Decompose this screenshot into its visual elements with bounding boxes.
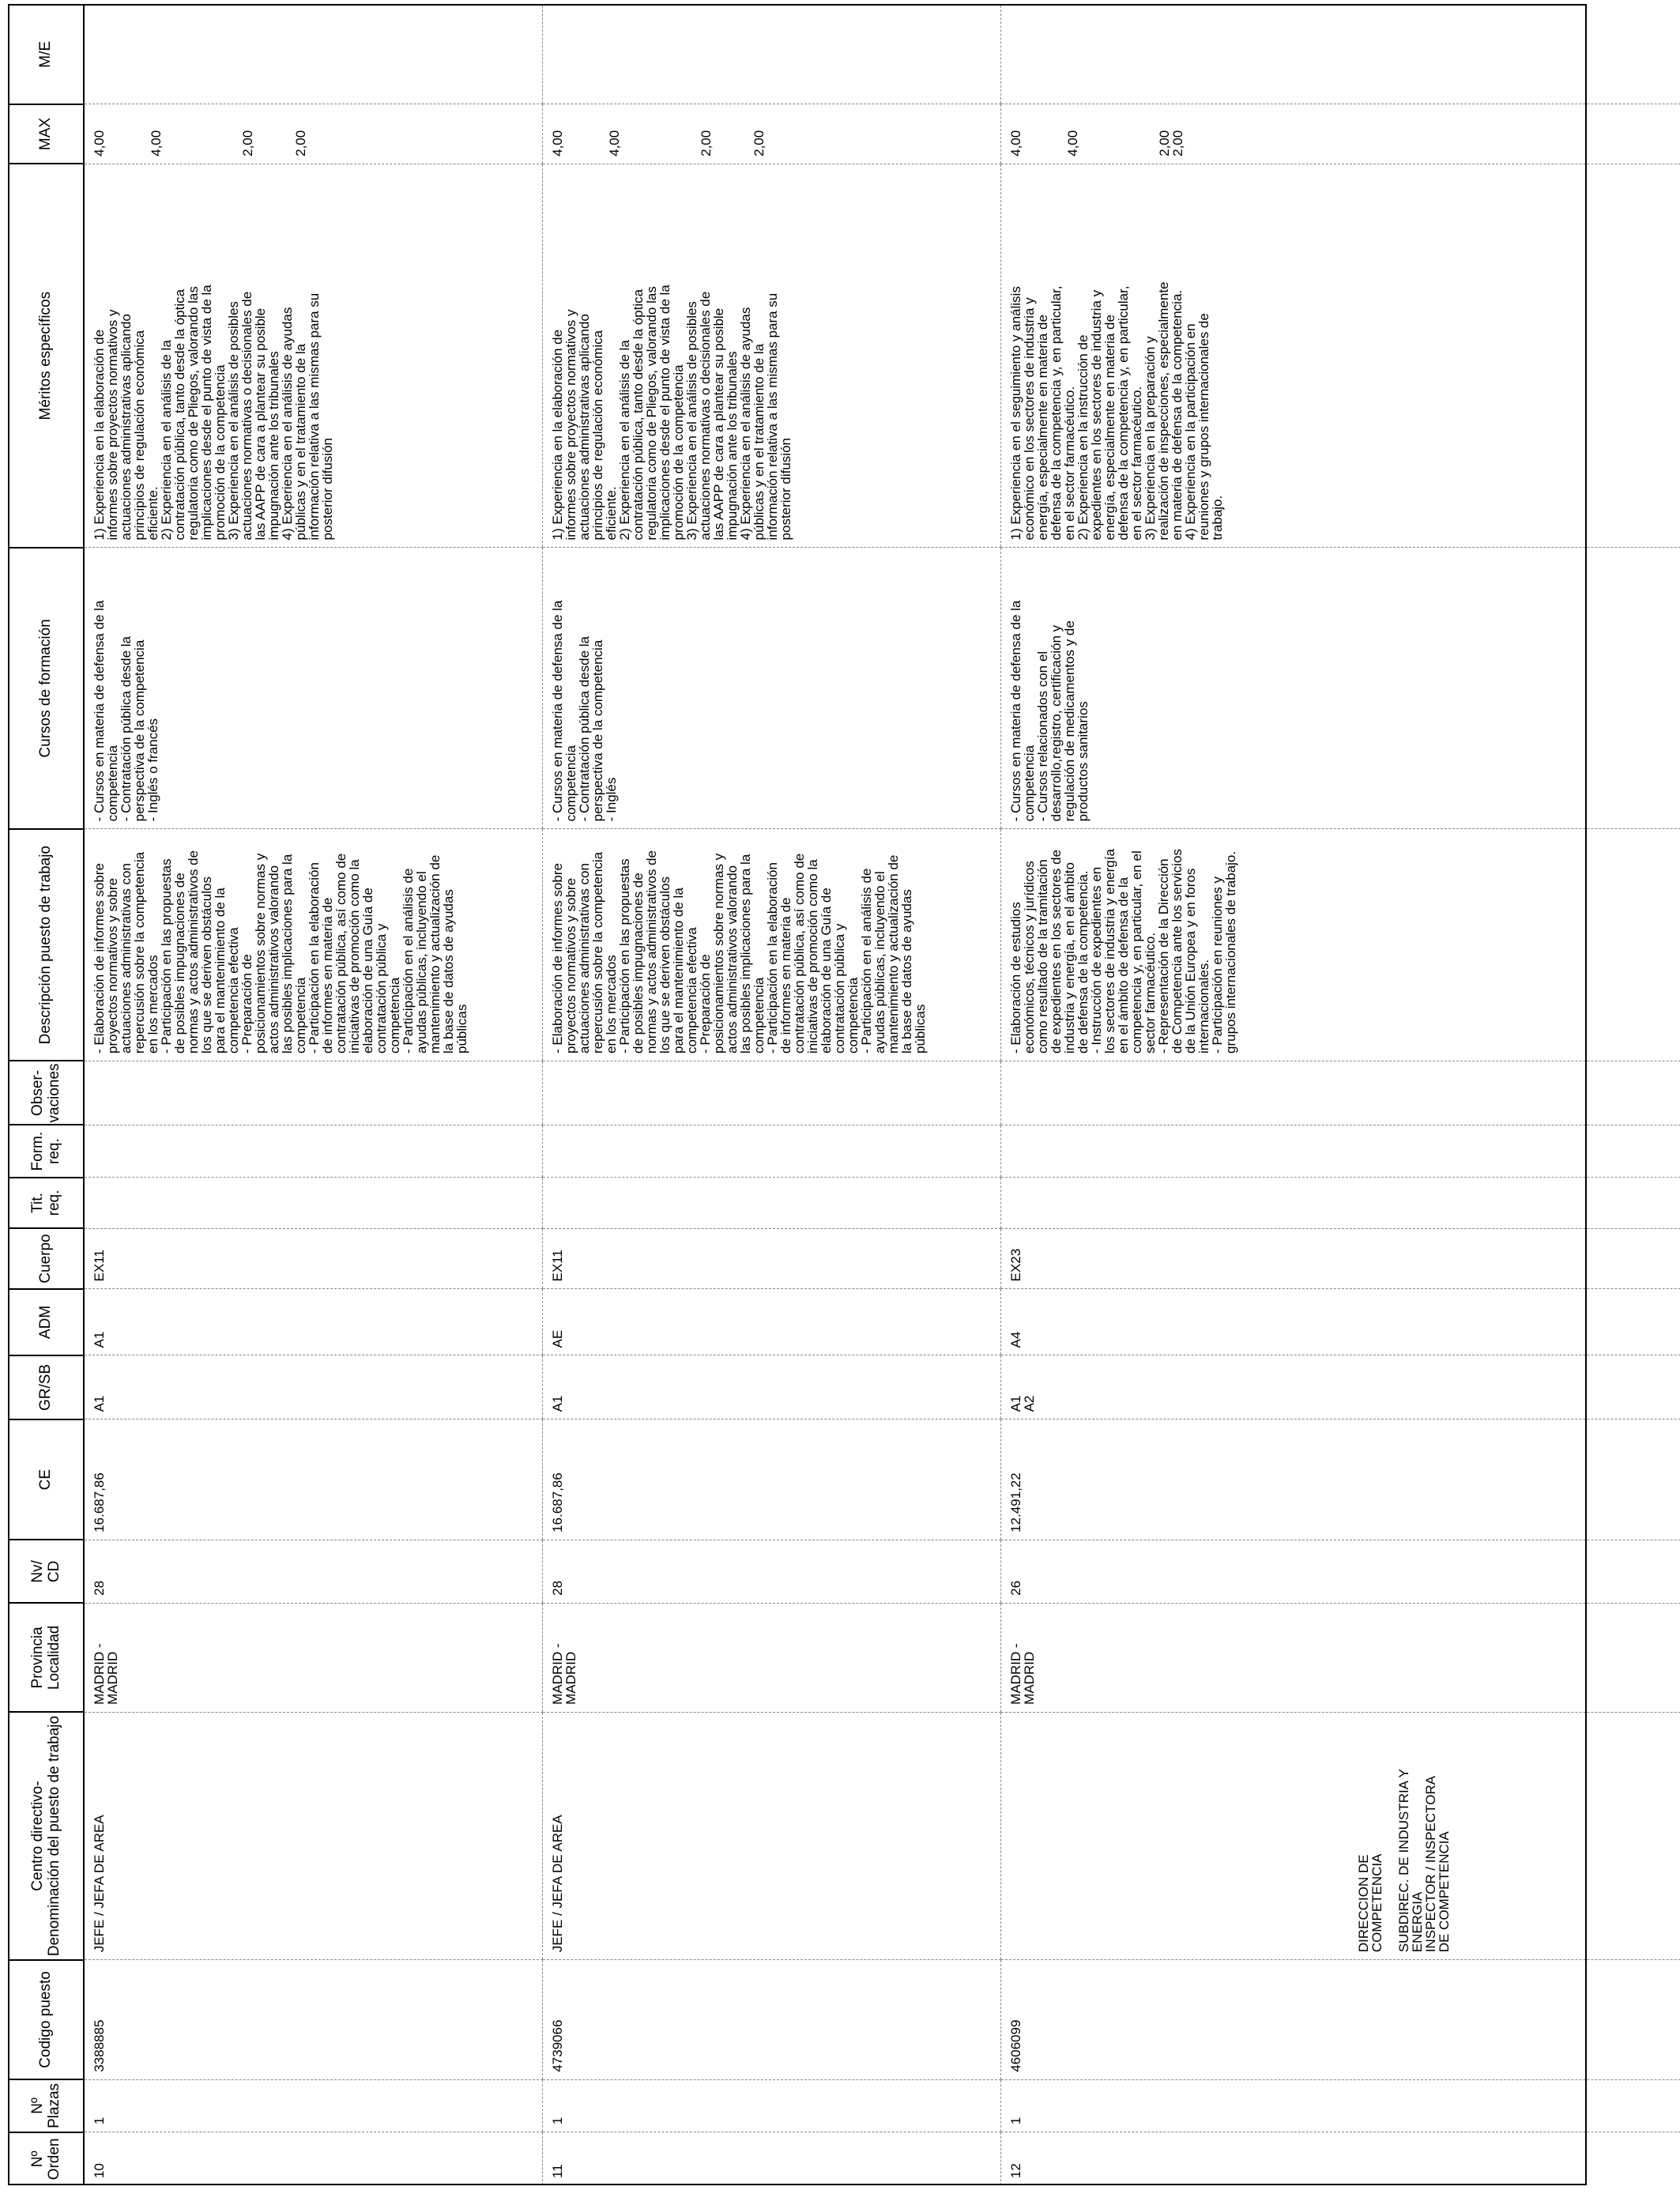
cell-codigo: 4606099 — [1000, 1960, 1680, 2079]
job-positions-table — [8, 6, 1680, 2185]
cell-centro: JEFE / JEFA DE AREA — [84, 1712, 542, 1959]
max-value: 4,00 — [549, 130, 565, 156]
cell-titulacion — [1000, 1178, 1680, 1228]
header-nivel: Nv/ CD — [8, 1540, 84, 1603]
max-value: 2,00 — [698, 130, 714, 156]
cell-cursos: - Cursos en materia de defensa de la competencia - Contratación pública desde la perspectiva de la competencia - Inglés — [542, 548, 1000, 829]
cell-adm: A4 — [1000, 1289, 1680, 1355]
cell-titulacion — [542, 1178, 1000, 1228]
cell-descripcion: - Elaboración de informes sobre proyectos normativos y sobre actuaciones administrativas con repercusión sobre la competencia en los mercados - Participación en las propuestas de posibles impugnaciones de normas y actos administrativos de los que se deriven obstáculos para el mantenimiento de la competencia efectiva - Preparación de posicionamientos sobre normas y actos administrativos valorando las posibles implicaciones para la competencia - Participación en la elaboración de informes en materia de contratación pública, así como de iniciativas de promoción como la elaboración de una Guía de contratación pública y competencia - Participación en el análisis de ayudas públicas, incluyendo el mantenimiento y actualización de la base de datos de ayudas públicas — [84, 829, 542, 1061]
cell-max — [1000, 104, 1680, 164]
table-row — [1000, 6, 1680, 2185]
header-orden: Nº Orden — [8, 2132, 84, 2185]
cell-plazas: 1 — [84, 2079, 542, 2132]
header-provincia: Provincia Localidad — [8, 1603, 84, 1712]
header-grupo: GR/SB — [8, 1355, 84, 1419]
max-value: 4,00 — [149, 130, 164, 156]
cell-centro: DIRECCION DE COMPETENCIA SUBDIREC. DE INDUSTRIA Y ENERGIA INSPECTOR / INSPECTORA DE COMPETENCIA — [1000, 1712, 1680, 1959]
cell-nivel: 26 — [1000, 1540, 1680, 1603]
cell-nivel: 28 — [84, 1540, 542, 1603]
header-max: MAX — [8, 104, 84, 164]
cell-plazas: 1 — [542, 2079, 1000, 2132]
cell-codigo: 3388885 — [84, 1960, 542, 2079]
header-formacion: Form. req. — [8, 1125, 84, 1177]
cell-cuerpo: EX11 — [84, 1228, 542, 1289]
cell-grupo: A1 — [84, 1355, 542, 1419]
cell-observaciones — [542, 1061, 1000, 1125]
cell-adm: A1 — [84, 1289, 542, 1355]
cell-adm: AE — [542, 1289, 1000, 1355]
header-adm: ADM — [8, 1289, 84, 1355]
cell-me — [1000, 6, 1680, 104]
header-cuerpo: Cuerpo — [8, 1228, 84, 1289]
cell-grupo: A1 A2 — [1000, 1355, 1680, 1419]
max-value: 2,00 — [751, 130, 767, 156]
max-value: 4,00 — [1064, 130, 1080, 156]
header-meritos: Méritos específicos — [8, 164, 84, 548]
table-row — [84, 6, 542, 2185]
header-descripcion: Descripción puesto de trabajo — [8, 829, 84, 1061]
cell-grupo: A1 — [542, 1355, 1000, 1419]
cell-nivel: 28 — [542, 1540, 1000, 1603]
cell-max — [542, 104, 1000, 164]
cell-meritos: 1) Experiencia en la elaboración de informes sobre proyectos normativos y actuaciones administrativas aplicando principios de regulación económica eficiente. 2) Experiencia en el análisis de la contratación pública, tanto desde la óptica regulatoria como de Pliegos, valorando las implicaciones desde el punto de vista de la promoción de la competencia 3) Experiencia en el análisis de posibles actuaciones normativas o decisionales de las AAPP de cara a plantear su posible impugnación ante los tribunales 4) Experiencia en el análisis de ayudas públicas y en el tratamiento de la información relativa a las mismas para su posterior difusión — [542, 164, 1000, 548]
cell-cuerpo: EX11 — [542, 1228, 1000, 1289]
cell-cuerpo: EX23 — [1000, 1228, 1680, 1289]
header-centro: Centro directivo- Denominación del puesto de trabajo — [8, 1712, 84, 1959]
header-codigo: Codigo puesto — [8, 1960, 84, 2079]
cell-observaciones — [1000, 1061, 1680, 1125]
header-cursos: Cursos de formación — [8, 548, 84, 829]
header-ce: CE — [8, 1419, 84, 1540]
header-me: M/E — [8, 6, 84, 104]
cell-formacion — [1000, 1125, 1680, 1177]
cell-plazas: 1 — [1000, 2079, 1680, 2132]
cell-max — [84, 104, 542, 164]
cell-orden: 10 — [84, 2132, 542, 2185]
max-value: 4,00 — [606, 130, 622, 156]
cell-provincia: MADRID - MADRID — [1000, 1603, 1680, 1712]
table-row — [542, 6, 1000, 2185]
cell-provincia: MADRID - MADRID — [542, 1603, 1000, 1712]
cell-formacion — [84, 1125, 542, 1177]
cell-descripcion: - Elaboración de estudios económicos, técnicos y jurídicos como resultado de la tramitación de expedientes en los sectores de industria y energía, en el ámbito de defensa de la competencia. - Instrucción de expedientes en los sectores de industria y energía en el ámbito de defensa de la competencia y, en particular, en el sector farmacéutico. - Representación de la Dirección de Competencia ante los servicios de la Unión Europea y en foros internacionales. - Participación en reuniones y grupos internacionales de trabajo. — [1000, 829, 1680, 1061]
header-observaciones: Obser- vaciones — [8, 1061, 84, 1125]
cell-orden: 11 — [542, 2132, 1000, 2185]
cell-titulacion — [84, 1178, 542, 1228]
header-titulacion: Tit. req. — [8, 1178, 84, 1228]
cell-formacion — [542, 1125, 1000, 1177]
max-value: 2,00 — [293, 130, 308, 156]
cell-codigo: 4739066 — [542, 1960, 1000, 2079]
header-plazas: Nº Plazas — [8, 2079, 84, 2132]
max-value: 2,00 — [1156, 130, 1172, 156]
cell-ce: 16.687,86 — [542, 1419, 1000, 1540]
cell-cursos: - Cursos en materia de defensa de la competencia - Contratación pública desde la perspectiva de la competencia - Inglés o francés — [84, 548, 542, 829]
cell-cursos: - Cursos en materia de defensa de la competencia - Cursos relacionados con el desarrollo,registro, certificación y regulación de medicamentos y de productos sanitarios — [1000, 548, 1680, 829]
cell-me — [542, 6, 1000, 104]
cell-ce: 16.687,86 — [84, 1419, 542, 1540]
max-value: 2,00 — [1170, 130, 1185, 156]
cell-meritos: 1) Experiencia en la elaboración de informes sobre proyectos normativos y actuaciones administrativas aplicando principios de regulación económica eficiente. 2) Experiencia en el análisis de la contratación pública, tanto desde la óptica regulatoria como de Pliegos, valorando las implicaciones desde el punto de vista de la promoción de la competencia 3) Experiencia en el análisis de posibles actuaciones normativas o decisionales de las AAPP de cara a plantear su posible impugnación ante los tribunales 4) Experiencia en el análisis de ayudas públicas y en el tratamiento de la información relativa a las mismas para su posterior difusión — [84, 164, 542, 548]
max-value: 4,00 — [1008, 130, 1023, 156]
cell-provincia: MADRID - MADRID — [84, 1603, 542, 1712]
cell-me — [84, 6, 542, 104]
table-header — [8, 6, 84, 2185]
cell-descripcion: - Elaboración de informes sobre proyectos normativos y sobre actuaciones administrativas con repercusión sobre la competencia en los mercados - Participación en las propuestas de posibles impugnaciones de normas y actos administrativos de los que se deriven obstáculos para el mantenimiento de la competencia efectiva - Preparación de posicionamientos sobre normas y actos administrativos valorando las posibles implicaciones para la competencia - Participación en la elaboración de informes en materia de contratación pública, así como de iniciativas de promoción como la elaboración de una Guía de contratación pública y competencia - Participación en el análisis de ayudas públicas, incluyendo el mantenimiento y actualización de la base de datos de ayudas públicas — [542, 829, 1000, 1061]
cell-meritos: 1) Experiencia en el seguimiento y análisis económico en los sectores de industria y energía, especialmente en materia de defensa de la competencia y, en particular, en el sector farmacéutico. 2) Experiencia en la instrucción de expedientes en los sectores de industria y energía, especialmente en materia de defensa de la competencia y, en particular, en el sector farmacéutico. 3) Experiencia en la preparación y realización de inspecciones, especialmente en materia de defensa de la competencia. 4) Experiencia en la participación en reuniones y grupos internacionales de trabajo. — [1000, 164, 1680, 548]
cell-ce: 12.491,22 — [1000, 1419, 1680, 1540]
cell-orden: 12 — [1000, 2132, 1680, 2185]
max-value: 2,00 — [240, 130, 255, 156]
max-value: 4,00 — [92, 130, 107, 156]
cell-observaciones — [84, 1061, 542, 1125]
cell-centro: JEFE / JEFA DE AREA — [542, 1712, 1000, 1959]
